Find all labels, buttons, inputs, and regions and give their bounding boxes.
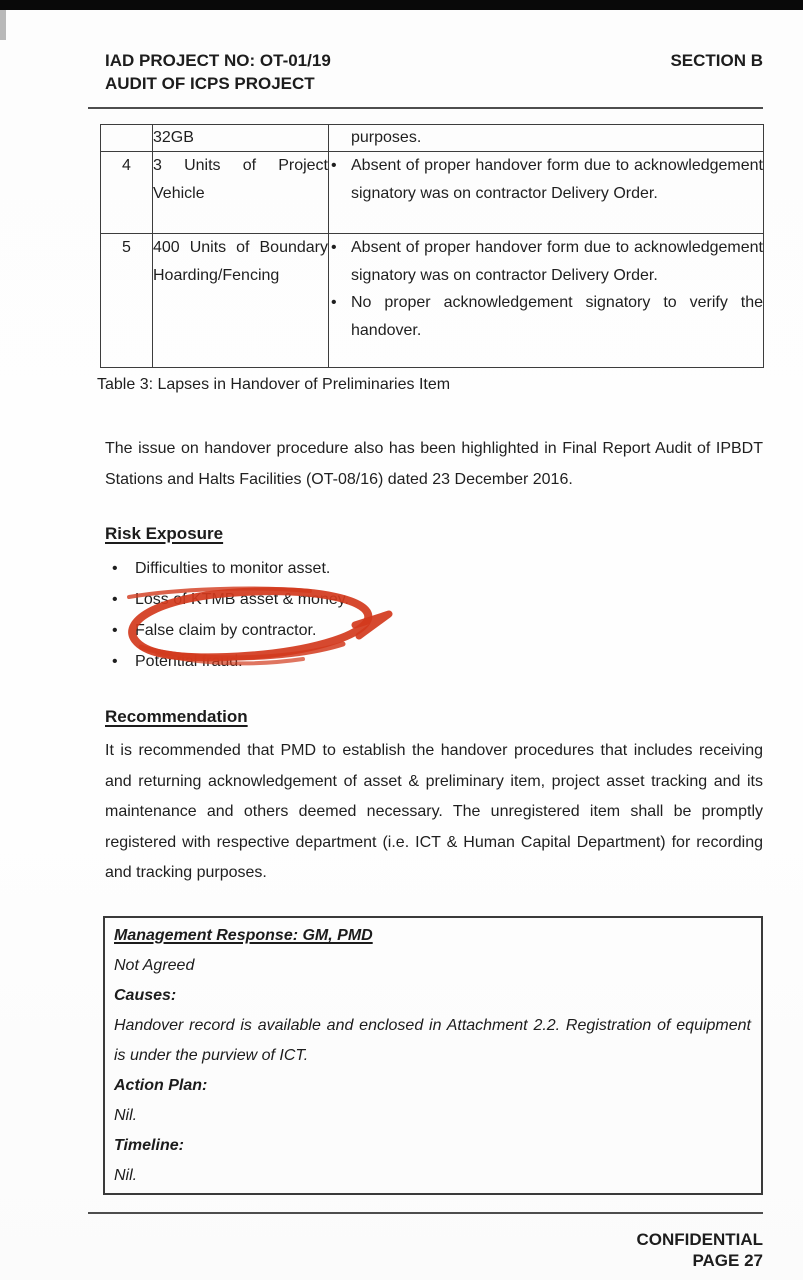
risk-item: • Loss of KTMB asset & money.	[105, 584, 605, 615]
table-cell-findings	[329, 125, 764, 152]
causes-label: Causes:	[114, 987, 177, 1004]
recommendation-paragraph: It is recommended that PMD to establish the handover procedures that includes receiving and returning acknowledgement of asset & preliminary item, project asset tracking and its maintenance and others deemed necessary. The unregistered item shall be promptly registered with respective department (i.e. ICT & Human Capital Department) for recording and tracking purposes.	[105, 742, 763, 881]
scan-edge-shade	[0, 10, 6, 40]
action-plan-body: Nil.	[114, 1107, 138, 1124]
risk-item: • False claim by contractor.	[105, 615, 605, 646]
risk-item: • Potential fraud.	[105, 646, 605, 677]
action-plan-label: Action Plan:	[114, 1077, 208, 1094]
footer-divider-line	[88, 1212, 763, 1214]
management-response-box	[103, 916, 763, 1195]
timeline-label: Timeline:	[114, 1137, 184, 1154]
footer-page-number: PAGE 27	[692, 1251, 763, 1270]
table-caption: Table 3: Lapses in Handover of Preliminaries Item	[97, 376, 451, 393]
table-row	[101, 152, 764, 234]
body-paragraph: The issue on handover procedure also has been highlighted in Final Report Audit of IPBDT Stations and Halts Facilities (OT-08/16) dated 23 December 2016.	[105, 440, 763, 488]
table-cell-findings	[329, 234, 764, 368]
finding-bullet: • Absent of proper handover form due to acknowledgement signatory was on contractor Delivery Order.	[329, 234, 763, 289]
management-response-title: Management Response: GM, PMD	[114, 927, 373, 944]
table-cell-item: 400 Units of Boundary Hoarding/Fencing	[153, 234, 329, 368]
table-row	[101, 125, 764, 152]
header-left	[105, 49, 331, 95]
table-cell-item: 32GB	[153, 125, 329, 152]
header-divider-line	[88, 107, 763, 109]
header-section: SECTION B	[670, 51, 763, 70]
table-cell-num: 5	[101, 234, 153, 368]
table-row	[101, 234, 764, 368]
table-cell-num	[101, 125, 153, 152]
recommendation-heading: Recommendation	[105, 707, 248, 726]
risk-list	[105, 553, 605, 677]
table-cell-findings	[329, 152, 764, 234]
management-response-status: Not Agreed	[114, 957, 195, 974]
footer	[636, 1229, 763, 1271]
causes-body: Handover record is available and enclosed in Attachment 2.2. Registration of equipment is under the purview of ICT.	[114, 1017, 751, 1064]
lapses-table	[100, 124, 764, 368]
scan-top-black-bar	[0, 0, 803, 10]
risk-exposure-heading: Risk Exposure	[105, 524, 224, 543]
timeline-body: Nil.	[114, 1167, 138, 1184]
table-cell-num: 4	[101, 152, 153, 234]
header-project-no: IAD PROJECT NO: OT-01/19	[105, 51, 331, 70]
header-project-title: AUDIT OF ICPS PROJECT	[105, 74, 315, 93]
finding-bullet: • Absent of proper handover form due to acknowledgement signatory was on contractor Delivery Order.	[329, 152, 763, 207]
risk-item: • Difficulties to monitor asset.	[105, 553, 605, 584]
finding-bullet: • No proper acknowledgement signatory to verify the handover.	[329, 289, 763, 344]
finding-text: purposes.	[351, 129, 422, 146]
footer-confidential: CONFIDENTIAL	[636, 1230, 763, 1249]
table-cell-item: 3 Units of Project Vehicle	[153, 152, 329, 234]
